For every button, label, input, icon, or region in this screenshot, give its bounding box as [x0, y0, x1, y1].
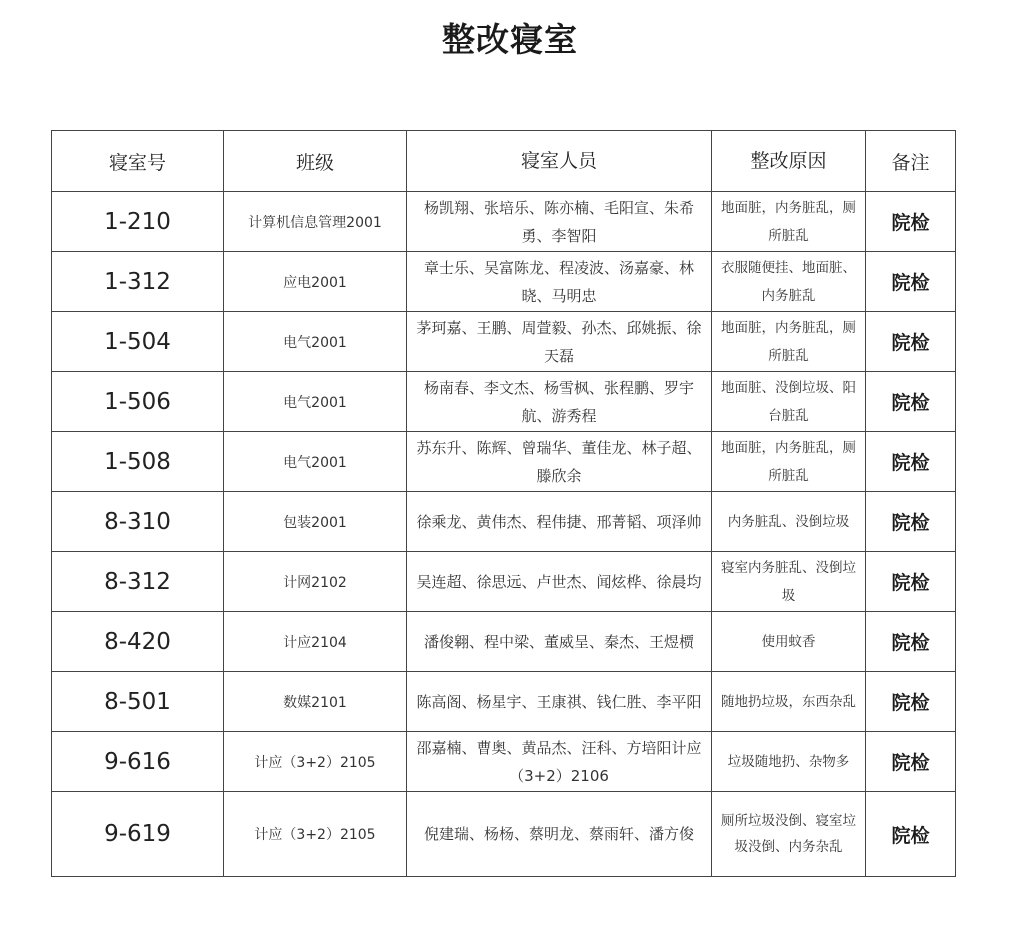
header-class: 班级 — [224, 131, 407, 192]
class-name: 数媒2101 — [224, 672, 407, 732]
note: 院检 — [866, 252, 956, 312]
note: 院检 — [866, 432, 956, 492]
note: 院检 — [866, 792, 956, 877]
class-name: 计算机信息管理2001 — [224, 192, 407, 252]
room-number: 9-619 — [52, 792, 224, 877]
note: 院检 — [866, 732, 956, 792]
table-row — [52, 792, 956, 877]
room-number: 1-508 — [52, 432, 224, 492]
rectification-reason: 垃圾随地扔、杂物多 — [712, 732, 866, 792]
rectification-reason: 地面脏，内务脏乱，厕所脏乱 — [712, 312, 866, 372]
rectification-reason: 随地扔垃圾，东西杂乱 — [712, 672, 866, 732]
table-header-row — [52, 131, 956, 192]
class-name: 计应（3+2）2105 — [224, 732, 407, 792]
class-name: 计应（3+2）2105 — [224, 792, 407, 877]
room-number: 1-312 — [52, 252, 224, 312]
rectification-reason: 厕所垃圾没倒、寝室垃圾没倒、内务杂乱 — [712, 792, 866, 877]
class-name: 电气2001 — [224, 372, 407, 432]
table-row — [52, 252, 956, 312]
note: 院检 — [866, 552, 956, 612]
table-row — [52, 432, 956, 492]
room-number: 8-501 — [52, 672, 224, 732]
room-members: 潘俊翱、程中梁、董威呈、秦杰、王煜槚 — [407, 612, 712, 672]
note: 院检 — [866, 612, 956, 672]
room-members: 苏东升、陈辉、曾瑞华、董佳龙、林子超、滕欣余 — [407, 432, 712, 492]
table-row — [52, 672, 956, 732]
room-members: 倪建瑞、杨杨、蔡明龙、蔡雨轩、潘方俊 — [407, 792, 712, 877]
room-number: 1-504 — [52, 312, 224, 372]
header-reason: 整改原因 — [712, 131, 866, 192]
room-members: 茅珂嘉、王鹏、周萱毅、孙杰、邱姚振、徐天磊 — [407, 312, 712, 372]
table-row — [52, 192, 956, 252]
room-number: 8-310 — [52, 492, 224, 552]
table-row — [52, 372, 956, 432]
class-name: 应电2001 — [224, 252, 407, 312]
rectification-reason: 寝室内务脏乱、没倒垃圾 — [712, 552, 866, 612]
rectification-table — [51, 130, 956, 877]
class-name: 电气2001 — [224, 312, 407, 372]
note: 院检 — [866, 492, 956, 552]
room-number: 1-506 — [52, 372, 224, 432]
room-members: 杨南春、李文杰、杨雪枫、张程鹏、罗宇航、游秀程 — [407, 372, 712, 432]
note: 院检 — [866, 192, 956, 252]
class-name: 计应2104 — [224, 612, 407, 672]
rectification-reason: 地面脏、没倒垃圾、阳台脏乱 — [712, 372, 866, 432]
class-name: 计网2102 — [224, 552, 407, 612]
room-members: 章士乐、吴富陈龙、程凌波、汤嘉豪、林晓、马明忠 — [407, 252, 712, 312]
header-members: 寝室人员 — [407, 131, 712, 192]
header-note: 备注 — [866, 131, 956, 192]
room-members: 杨凯翔、张培乐、陈亦楠、毛阳宣、朱希勇、李智阳 — [407, 192, 712, 252]
table-row — [52, 492, 956, 552]
rectification-reason: 使用蚊香 — [712, 612, 866, 672]
page-title: 整改寝室 — [442, 20, 578, 59]
rectification-reason: 衣服随便挂、地面脏、内务脏乱 — [712, 252, 866, 312]
note: 院检 — [866, 672, 956, 732]
table-row — [52, 312, 956, 372]
room-number: 9-616 — [52, 732, 224, 792]
header-room: 寝室号 — [52, 131, 224, 192]
note: 院检 — [866, 372, 956, 432]
room-members: 陈高阁、杨星宇、王康祺、钱仁胜、李平阳 — [407, 672, 712, 732]
class-name: 电气2001 — [224, 432, 407, 492]
table-row — [52, 612, 956, 672]
note: 院检 — [866, 312, 956, 372]
room-members: 邵嘉楠、曹奥、黄品杰、汪科、方培阳计应（3+2）2106 — [407, 732, 712, 792]
room-members: 吴连超、徐思远、卢世杰、闻炫桦、徐晨均 — [407, 552, 712, 612]
room-members: 徐乘龙、黄伟杰、程伟捷、邢菁韬、项泽帅 — [407, 492, 712, 552]
table-row — [52, 732, 956, 792]
rectification-reason: 地面脏，内务脏乱，厕所脏乱 — [712, 192, 866, 252]
room-number: 8-312 — [52, 552, 224, 612]
class-name: 包装2001 — [224, 492, 407, 552]
rectification-reason: 内务脏乱、没倒垃圾 — [712, 492, 866, 552]
table-row — [52, 552, 956, 612]
rectification-reason: 地面脏，内务脏乱，厕所脏乱 — [712, 432, 866, 492]
room-number: 1-210 — [52, 192, 224, 252]
room-number: 8-420 — [52, 612, 224, 672]
